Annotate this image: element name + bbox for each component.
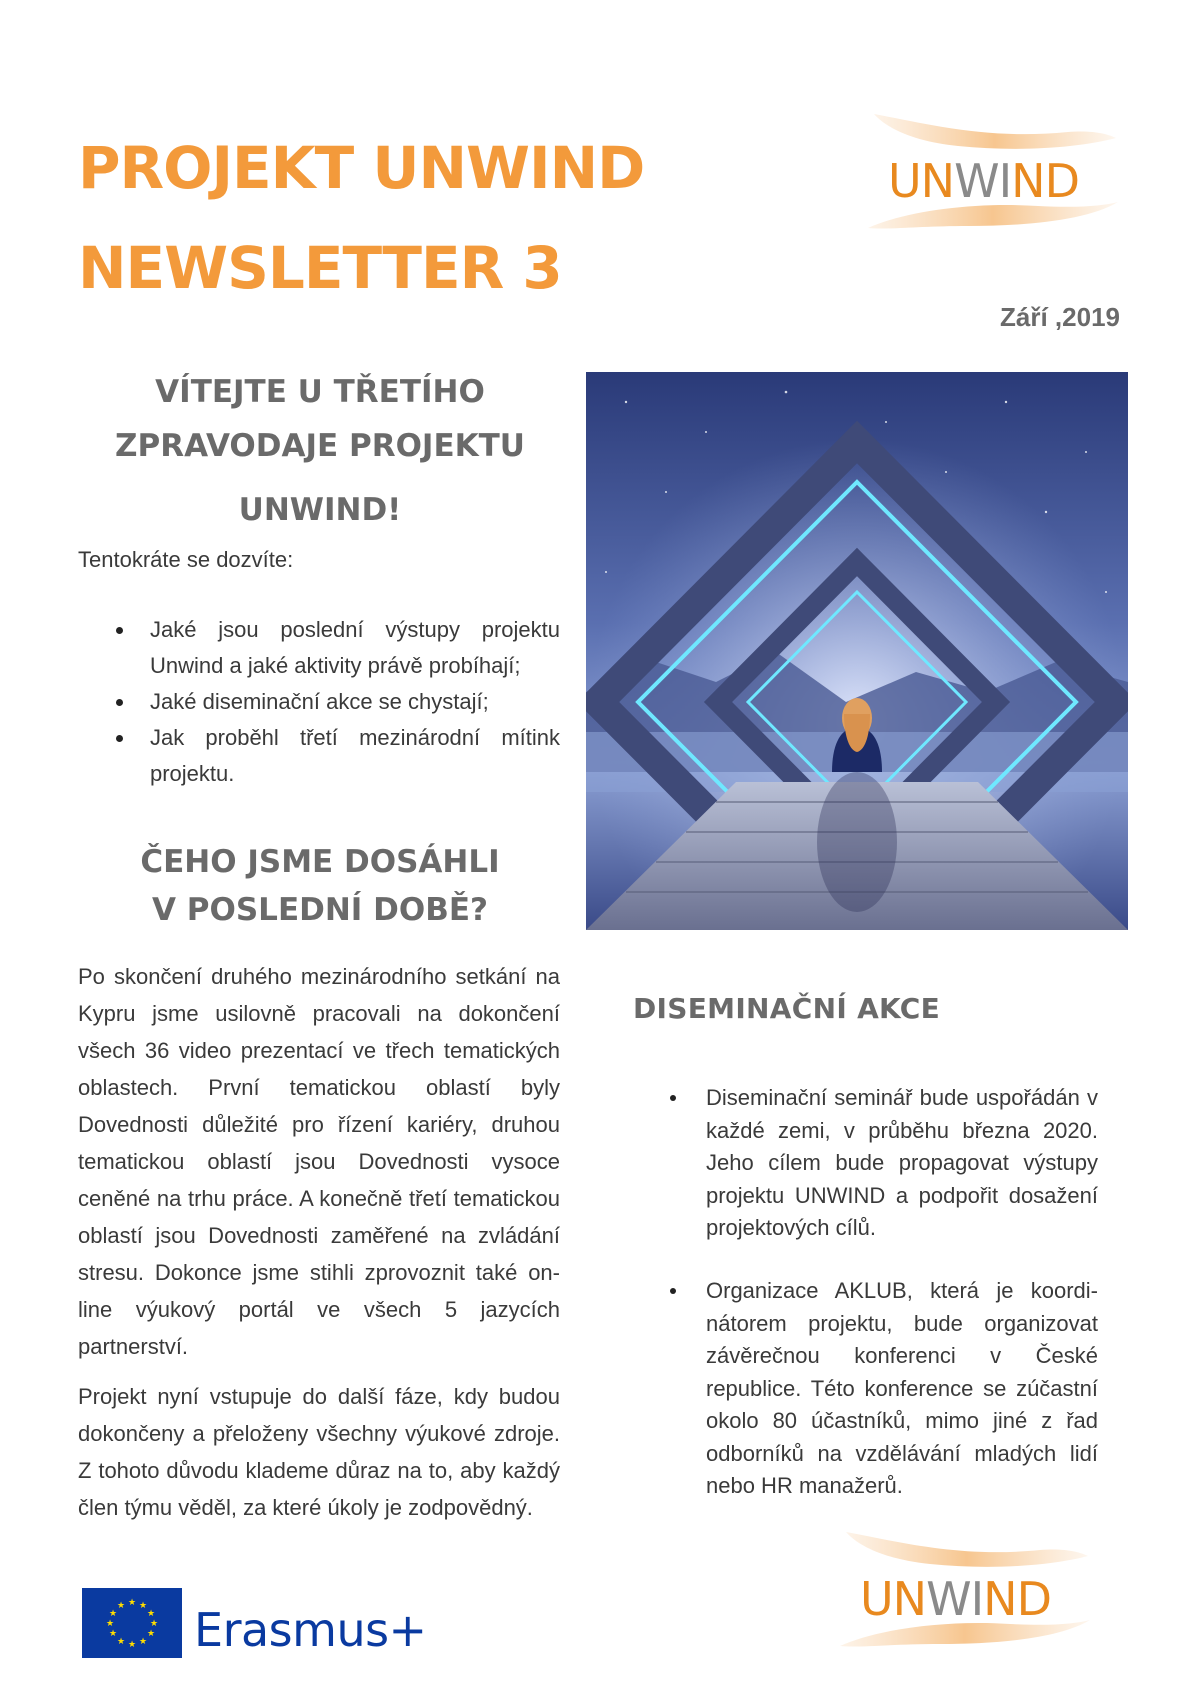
welcome-heading: VÍTEJTE U TŘETÍHO ZPRAVODAJE PROJEKTU UNWIND! bbox=[115, 374, 525, 528]
svg-text:★: ★ bbox=[149, 1619, 159, 1629]
list-item: Diseminační seminář bude uspořádán v každé zemi, v průběhu března 2020. Jeho cílem bude propagovat výstupy projektu UNWIND a podpořit dosažení projektových cílů. bbox=[660, 1082, 1098, 1245]
newsletter-title bbox=[78, 118, 698, 318]
svg-text:★: ★ bbox=[108, 1629, 118, 1639]
dissemination-list-1 bbox=[660, 1082, 1098, 1245]
list-item: Organizace AKLUB, která je koordi-nátorem projektu, bude organizovat závěrečnou konferenci v České republice. Této konference se zúčastní okolo 80 účastníků, mimo jiné z řad odborníků na vzdělávání mladých lidí nebo HR manažerů. bbox=[660, 1275, 1098, 1503]
bullet-icon bbox=[116, 735, 123, 742]
topics-list bbox=[78, 612, 560, 792]
svg-text:★: ★ bbox=[146, 1629, 156, 1639]
title-line-1: PROJEKT UNWIND bbox=[78, 134, 645, 202]
intro-text: Tentokráte se dozvíte: bbox=[78, 547, 294, 572]
erasmus-wordmark: Erasmus+ bbox=[194, 1603, 427, 1657]
unwind-logo-top bbox=[868, 110, 1118, 250]
logo-wordmark: UNWIND bbox=[860, 1572, 1051, 1626]
svg-text:★: ★ bbox=[108, 1609, 118, 1619]
erasmus-logo bbox=[82, 1588, 442, 1660]
svg-text:★: ★ bbox=[127, 1640, 137, 1650]
svg-text:★: ★ bbox=[138, 1601, 148, 1611]
dissemination-heading: DISEMINAČNÍ AKCE bbox=[633, 992, 941, 1025]
svg-text:★: ★ bbox=[116, 1637, 126, 1647]
svg-text:★: ★ bbox=[105, 1619, 115, 1629]
achievements-paragraph-1: Po skončení druhého mezinárodního setkání na Kypru jsme usilovně pracovali na dokončení všech 36 video prezentací ve třech tematických oblastech. První tematickou oblastí byly Dovednosti důležité pro řízení kariéry, druhou tematickou oblastí jsou Dovednosti vysoce ceněné na trhu práce. A konečně třetí tematickou oblastí jsou Dovednosti zaměřené na zvládání stresu. Dokonce jsme stihli zprovoznit také on-line výukový portál ve všech 5 jazycích partnerství. bbox=[78, 964, 560, 1359]
issue-date: Září ,2019 bbox=[1000, 302, 1120, 332]
achievements-paragraph-2: Projekt nyní vstupuje do další fáze, kdy budou dokončeny a přeloženy všechny výukové zdroje. Z tohoto důvodu klademe důraz na to, aby každý člen týmu věděl, za které úkoly je zodpovědný. bbox=[78, 1384, 560, 1520]
bullet-icon bbox=[670, 1288, 676, 1294]
unwind-logo-bottom bbox=[840, 1528, 1090, 1668]
bullet-icon bbox=[116, 627, 123, 634]
svg-text:★: ★ bbox=[127, 1598, 137, 1608]
svg-text:★: ★ bbox=[138, 1637, 148, 1647]
achievements-heading: ČEHO JSME DOSÁHLI V POSLEDNÍ DOBĚ? bbox=[140, 844, 500, 928]
list-item: Jaké diseminační akce se chystají; bbox=[78, 684, 560, 720]
eu-flag-icon bbox=[82, 1588, 182, 1658]
bullet-icon bbox=[116, 699, 123, 706]
dissemination-list-2 bbox=[660, 1275, 1098, 1503]
list-item: Jak proběhl třetí mezinárodní mítink projektu. bbox=[78, 720, 560, 792]
title-line-2: NEWSLETTER 3 bbox=[78, 234, 562, 302]
list-item: Jaké jsou poslední výstupy projektu Unwind a jaké aktivity právě probíhají; bbox=[78, 612, 560, 684]
logo-wordmark: UNWIND bbox=[888, 154, 1079, 208]
bullet-icon bbox=[670, 1095, 676, 1101]
hero-image bbox=[586, 372, 1128, 930]
svg-text:★: ★ bbox=[116, 1601, 126, 1611]
svg-text:★: ★ bbox=[146, 1609, 156, 1619]
